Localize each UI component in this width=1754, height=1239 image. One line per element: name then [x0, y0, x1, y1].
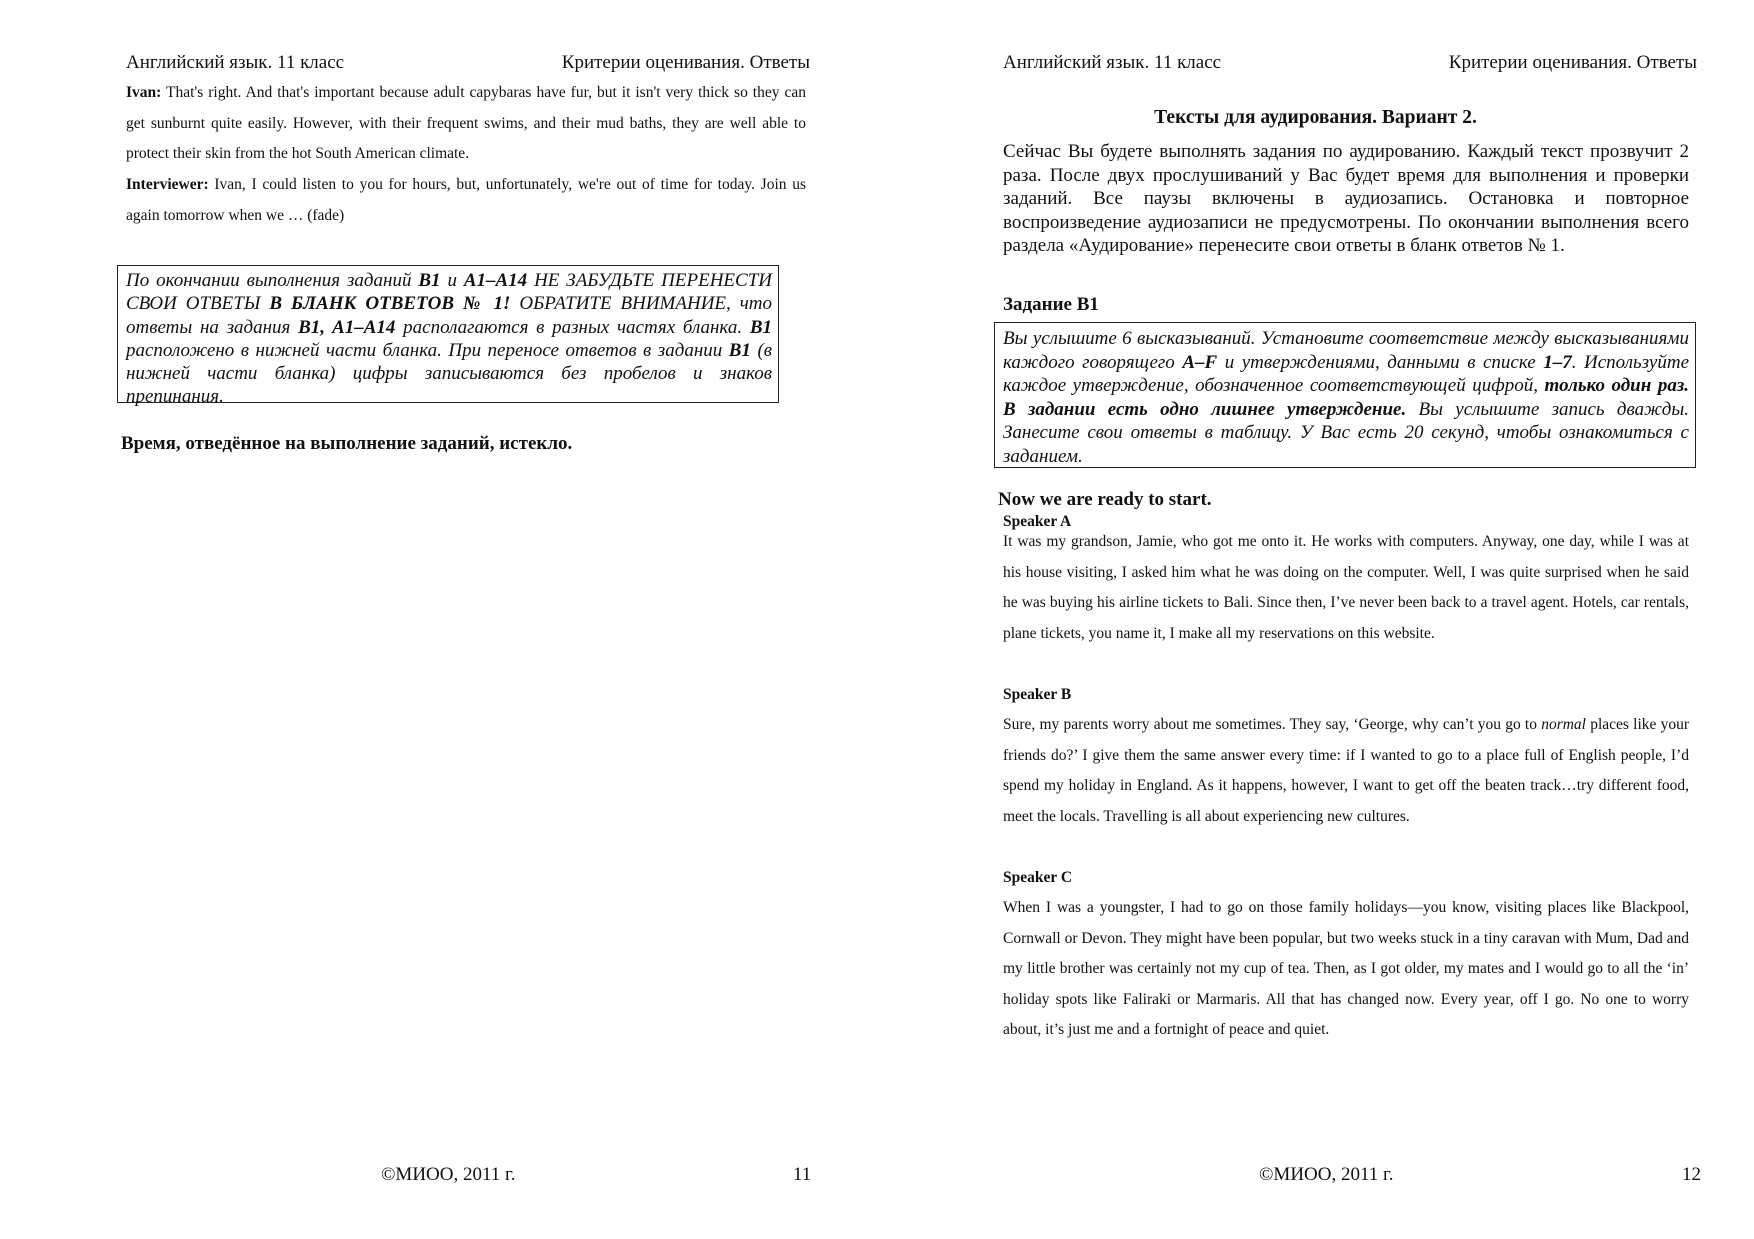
speaker-a-label: Speaker A	[1003, 513, 1072, 530]
speaker-b-text-part: places like your friends do?’ I give them the same answer every time: if I wanted to go to a place full of English people, I’d spend my holiday in England. As it happens, however, I want to get off the beaten track…try different food, meet the locals. Travelling is all about experiencing new cultures.	[1003, 716, 1690, 825]
ready-heading: Now we are ready to start.	[998, 489, 1212, 510]
page-right	[877, 0, 1754, 1239]
time-up-notice: Время, отведённое на выполнение заданий, истекло.	[121, 433, 573, 454]
speaker-b-label: Speaker B	[1003, 686, 1072, 703]
box-text: и	[447, 270, 457, 291]
task-instruction-box	[994, 322, 1696, 468]
box-text: Вы услышите 6 высказываний. Установите соответствие между высказываниями каждого говорящего	[1003, 328, 1689, 373]
box-bold: 1–7	[1543, 351, 1572, 373]
box-text: . Используйте каждое утверждение, обозначенное соответствующей цифрой,	[1003, 351, 1689, 396]
box-bold: A1–A14	[463, 270, 528, 291]
speaker-interviewer: Interviewer:	[126, 176, 209, 193]
dialogue-interviewer	[126, 170, 806, 231]
speaker-b-text-part: Sure, my parents worry about me sometimes. They say, ‘George, why can’t you go to	[1003, 716, 1537, 733]
speaker-b-text	[1003, 710, 1689, 832]
box-text: располагаются в разных частях бланка.	[403, 316, 743, 338]
header-subject: Английский язык. 11 класс	[126, 52, 345, 73]
box-text: (в нижней части бланка) цифры записываются без пробелов и знаков препинания.	[126, 339, 773, 408]
page-number: 11	[793, 1164, 812, 1185]
box-bold: B1	[418, 270, 441, 291]
page-number: 12	[1682, 1164, 1701, 1185]
box-text: и утверждениями, данными в списке	[1224, 351, 1536, 373]
header-section: Критерии оценивания. Ответы	[1448, 52, 1697, 73]
box-text: Вы услышите запись дважды. Занесите свои ответы в таблицу. У Вас есть 20 секунд, чтобы ознакомиться с заданием.	[1003, 398, 1689, 467]
box-bold: В БЛАНК ОТВЕТОВ № 1!	[269, 293, 511, 315]
speaker-a-text: It was my grandson, Jamie, who got me onto it. He works with computers. Anyway, one day, while I was at his house visiting, I asked him what he was doing on the computer. Well, I was quite surprised when he said he was buying his airline tickets to Bali. Since then, I’ve never been back to a travel agent. Hotels, car rentals, plane tickets, you name it, I make all my reservations on this website.	[1003, 533, 1689, 642]
header-subject: Английский язык. 11 класс	[1003, 52, 1222, 73]
box-text: ОБРАТИТЕ ВНИМАНИЕ, что ответы на задания	[126, 293, 773, 338]
box-text: расположено в нижней части бланка. При переносе ответов в задании	[126, 339, 723, 361]
speaker-ivan: Ivan:	[126, 84, 162, 101]
box-text: НЕ ЗАБУДЬТЕ ПЕРЕНЕСТИ СВОИ ОТВЕТЫ	[126, 270, 772, 315]
interviewer-text: Ivan, I could listen to you for hours, but, unfortunately, we're out of time for today. Join us again tomorrow when we … (fade)	[126, 176, 806, 224]
speaker-b-emphasis: normal	[1541, 716, 1586, 733]
ivan-text: That's right. And that's important because adult capybaras have fur, but it isn't very thick so they can get sunburnt quite easily. However, with their frequent swims, and their mud baths, they are well able to protect their skin from the hot South American climate.	[126, 84, 806, 162]
footer-copyright: ©МИОО, 2011 г.	[381, 1164, 516, 1185]
box-text: По окончании выполнения заданий	[126, 270, 412, 291]
header-section: Критерии оценивания. Ответы	[561, 52, 810, 73]
box-bold: B1	[728, 339, 751, 361]
box-bold: B1, A1–A14	[298, 316, 396, 338]
box-bold: A–F	[1182, 351, 1218, 373]
intro-paragraph: Сейчас Вы будете выполнять задания по аудированию. Каждый текст прозвучит 2 раза. После двух прослушиваний у Вас будет время для выполнения и проверки заданий. Все паузы включены в аудиозапись. Остановка и повторное воспроизведение аудиозаписи не предусмотрены. По окончании выполнения всего раздела «Аудирование» перенесите свои ответы в бланк ответов № 1.	[1003, 141, 1689, 256]
task-title: Задание B1	[1003, 294, 1099, 315]
page-title: Тексты для аудирования. Вариант 2.	[1154, 107, 1477, 128]
instruction-box	[117, 265, 779, 408]
speaker-c-text: When I was a youngster, I had to go on those family holidays—you know, visiting places like Blackpool, Cornwall or Devon. They might have been popular, but two weeks stuck in a tiny caravan with Mum, Dad and my little brother was certainly not my cup of tea. Then, as I got older, my mates and I would go to all the ‘in’ holiday spots like Faliraki or Marmaris. All that has changed now. Every year, off I go. No one to worry about, it’s just me and a fortnight of peace and quiet.	[1003, 899, 1689, 1038]
speaker-c-label: Speaker C	[1003, 869, 1073, 886]
box-bold: только один раз. В задании есть одно лишнее утверждение.	[1003, 375, 1689, 420]
dialogue-ivan	[126, 78, 806, 170]
footer-copyright: ©МИОО, 2011 г.	[1259, 1164, 1394, 1185]
box-bold: B1	[749, 316, 773, 338]
